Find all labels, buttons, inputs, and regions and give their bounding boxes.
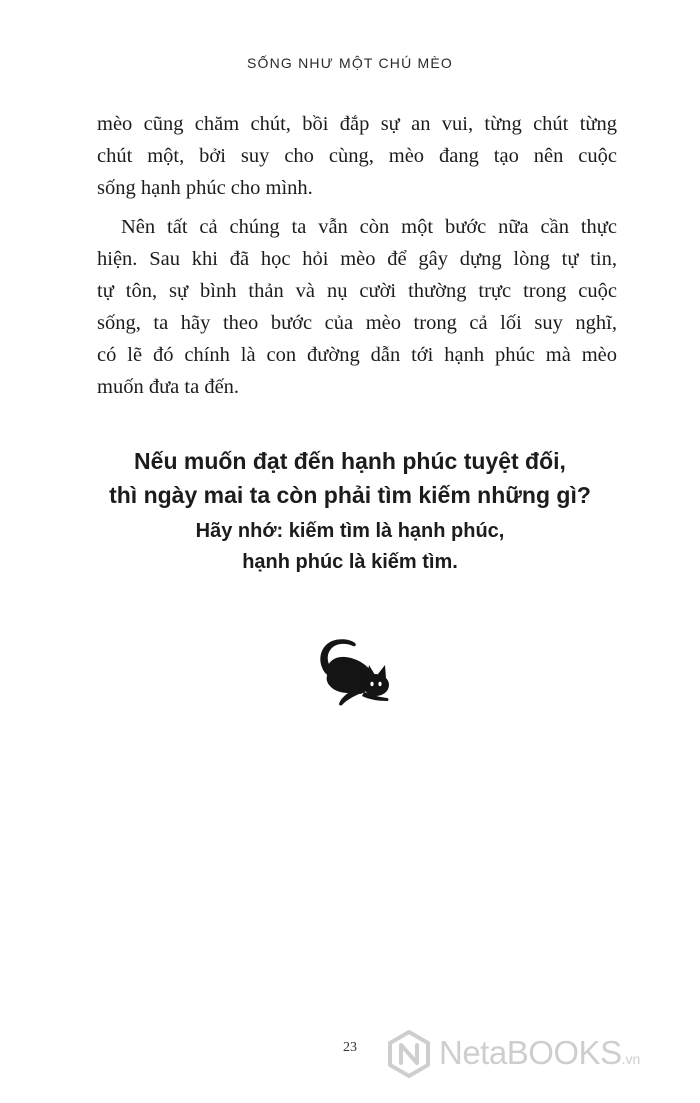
paragraph-line: chút một, bởi suy cho cùng, mèo đang tạo nên cuộc	[97, 145, 617, 167]
watermark	[385, 1030, 700, 1080]
callout-answer-line: Hãy nhớ: kiếm tìm là hạnh phúc,	[195, 520, 505, 542]
watermark-text	[439, 1034, 640, 1072]
callout-question-line: thì ngày mai ta còn phải tìm kiếm những gì?	[109, 482, 591, 508]
callout-question-line: Nếu muốn đạt đến hạnh phúc tuyệt đối,	[134, 448, 566, 474]
paragraph-line: hiện. Sau khi đã học hỏi mèo để gây dựng lòng tự tin,	[97, 248, 617, 270]
watermark-suffix: .vn	[621, 1051, 641, 1067]
body-text	[97, 108, 617, 403]
paragraph	[97, 211, 617, 403]
paragraph-line: muốn đưa ta đến.	[97, 376, 240, 398]
watermark-brand: NetaBOOKS	[439, 1034, 622, 1071]
paragraph-line: Nên tất cả chúng ta vẫn còn một bước nữa cần thực	[121, 216, 617, 238]
paragraph-line: mèo cũng chăm chút, bồi đắp sự an vui, từng chút từng	[97, 113, 617, 135]
netabooks-logo-icon	[385, 1030, 433, 1078]
page-number: 23	[343, 1040, 357, 1055]
running-title: SỐNG NHƯ MỘT CHÚ MÈO	[246, 55, 454, 71]
callout-answer-line: hạnh phúc là kiếm tìm.	[242, 551, 458, 573]
paragraph-line: sống, ta hãy theo bước của mèo trong cả lối suy nghĩ,	[97, 312, 617, 334]
paragraph-line: tự tôn, sự bình thản và nụ cười thường trực trong cuộc	[97, 280, 617, 302]
black-cat-icon	[312, 630, 392, 710]
paragraph-line: sống hạnh phúc cho mình.	[97, 177, 313, 199]
paragraph	[97, 108, 617, 204]
paragraph-line: có lẽ đó chính là con đường dẫn tới hạnh phúc mà mèo	[97, 344, 617, 366]
